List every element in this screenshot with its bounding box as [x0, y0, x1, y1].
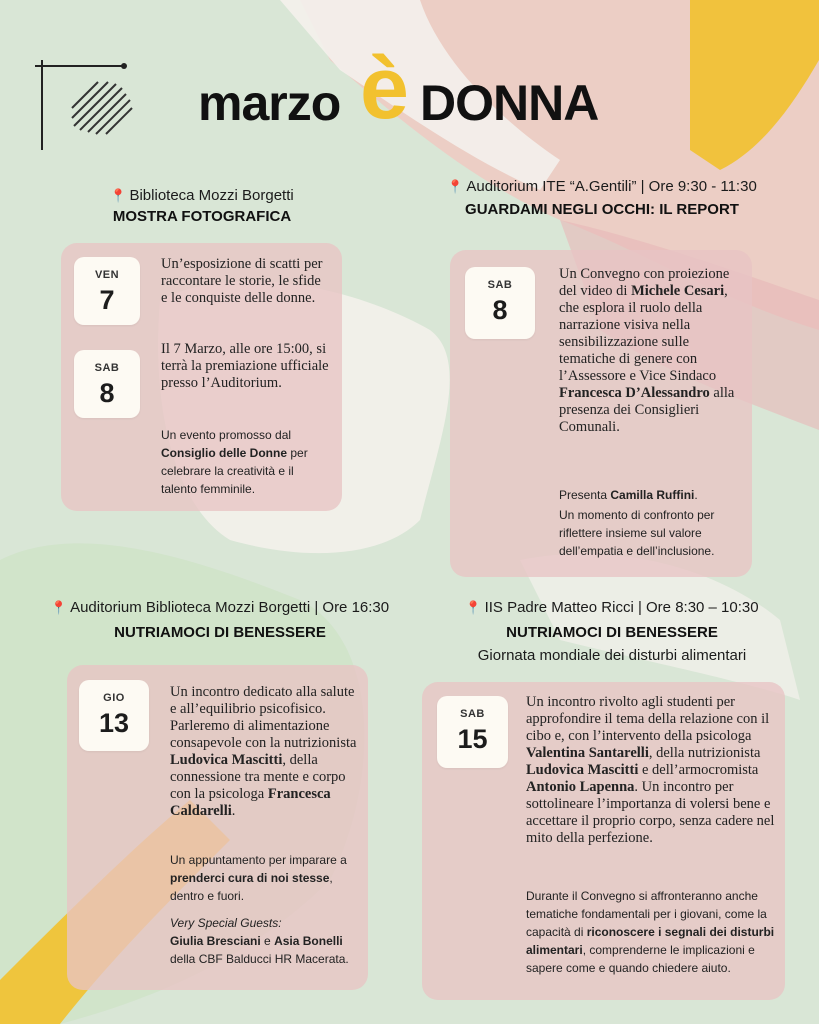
brand-accent-e: è	[360, 38, 409, 137]
event1-venue: 📍 Biblioteca Mozzi Borgetti	[110, 187, 294, 204]
event3-paragraph-3: Very Special Guests: Giulia Bresciani e Asia Bonelli della CBF Balducci HR Macerata.	[170, 916, 349, 966]
date-badge	[74, 350, 140, 418]
event2-title: GUARDAMI NEGLI OCCHI: IL REPORT	[465, 201, 739, 218]
event2-paragraph-2: Presenta Camilla Ruffini.	[559, 488, 698, 502]
location-pin-icon: 📍	[447, 179, 464, 194]
location-pin-icon: 📍	[465, 600, 482, 615]
event4-venue: 📍 IIS Padre Matteo Ricci | Ore 8:30 – 10:30	[465, 599, 759, 616]
event4-paragraph-1: Un incontro rivolto agli studenti per approfondire il tema della relazione con il cibo e, con l’intervento della psicologa Valentina Santarelli, della nutrizionista Ludovica Mascitti e dell’armocromista Antonio Lapenna. Un incontro per sottolineare l’importanza di volersi bene e accettare il proprio corpo, senza cadere nel mito della perfezione.	[526, 694, 775, 846]
date-day: 8	[99, 378, 115, 408]
event3-paragraph-2: Un appuntamento per imparare a prenderci cura di noi stesse, dentro e fuori.	[170, 853, 347, 903]
brand-logo	[198, 38, 628, 138]
date-day: 7	[99, 285, 115, 315]
date-badge	[79, 680, 149, 751]
date-weekday: SAB	[487, 279, 513, 291]
brand-word-marzo: marzo	[198, 75, 341, 131]
date-weekday: GIO	[103, 692, 125, 704]
event2-paragraph-3: Un momento di confronto per riflettere insieme sul valore dell’empatia e dell’inclusione.	[559, 508, 715, 558]
event3-card	[67, 665, 368, 990]
event4-card	[422, 682, 785, 1000]
date-badge	[437, 696, 508, 768]
date-day: 8	[492, 295, 508, 325]
date-weekday: SAB	[460, 708, 485, 720]
event1-paragraph-3: Un evento promosso dal Consiglio delle Donne per celebrare la creatività e il talento femminile.	[161, 428, 308, 496]
date-weekday: SAB	[94, 362, 120, 374]
location-pin-icon: 📍	[110, 188, 127, 203]
event2-card	[450, 250, 752, 577]
date-weekday: VEN	[94, 269, 120, 281]
brand-word-donna: DONNA	[420, 75, 599, 131]
event4-subtitle: Giornata mondiale dei disturbi alimentari	[477, 647, 747, 664]
event1-paragraph-2: Il 7 Marzo, alle ore 15:00, si terrà la premiazione ufficiale presso l’Auditorium.	[161, 341, 329, 391]
event2-paragraph-1: Un Convegno con proiezione del video di Michele Cesari, che esplora il ruolo della narrazione visiva nella sensibilizzazione sulle tematiche di genere con l’Assessore e Vice Sindaco Francesca D’Alessandro alla presenza dei Consiglieri Comunali.	[559, 266, 735, 435]
event4-title: NUTRIAMOCI DI BENESSERE	[506, 624, 718, 641]
event2-venue: 📍 Auditorium ITE “A.Gentili” | Ore 9:30 - 11:30	[447, 178, 757, 195]
location-pin-icon: 📍	[50, 600, 68, 615]
event3-venue: 📍 Auditorium Biblioteca Mozzi Borgetti | Ore 16:30	[50, 599, 390, 616]
event4-paragraph-2: Durante il Convegno si affronteranno anche tematiche fondamentali per i giovani, come la capacità di riconoscere i segnali dei disturbi alimentari, comprenderne le implicazioni e sapere come e quando chiedere aiuto.	[526, 889, 775, 975]
date-badge	[74, 257, 140, 325]
date-day: 15	[457, 724, 488, 754]
event1-paragraph-1: Un’esposizione di scatti per raccontare le storie, le sfide e le conquiste delle donne.	[161, 256, 323, 306]
event3-title: NUTRIAMOCI DI BENESSERE	[114, 624, 326, 641]
date-badge	[465, 267, 535, 339]
event1-title: MOSTRA FOTOGRAFICA	[112, 208, 292, 225]
event1-card	[61, 243, 342, 511]
event3-paragraph-1: Un incontro dedicato alla salute e all’equilibrio psicofisico. Parleremo di alimentazione consapevole con la nutrizionista Ludovica Mascitti, della connessione tra mente e corpo con la psicologa Francesca Caldarelli.	[170, 684, 357, 819]
date-day: 13	[98, 708, 130, 738]
corner-decoration-icon	[32, 58, 147, 153]
